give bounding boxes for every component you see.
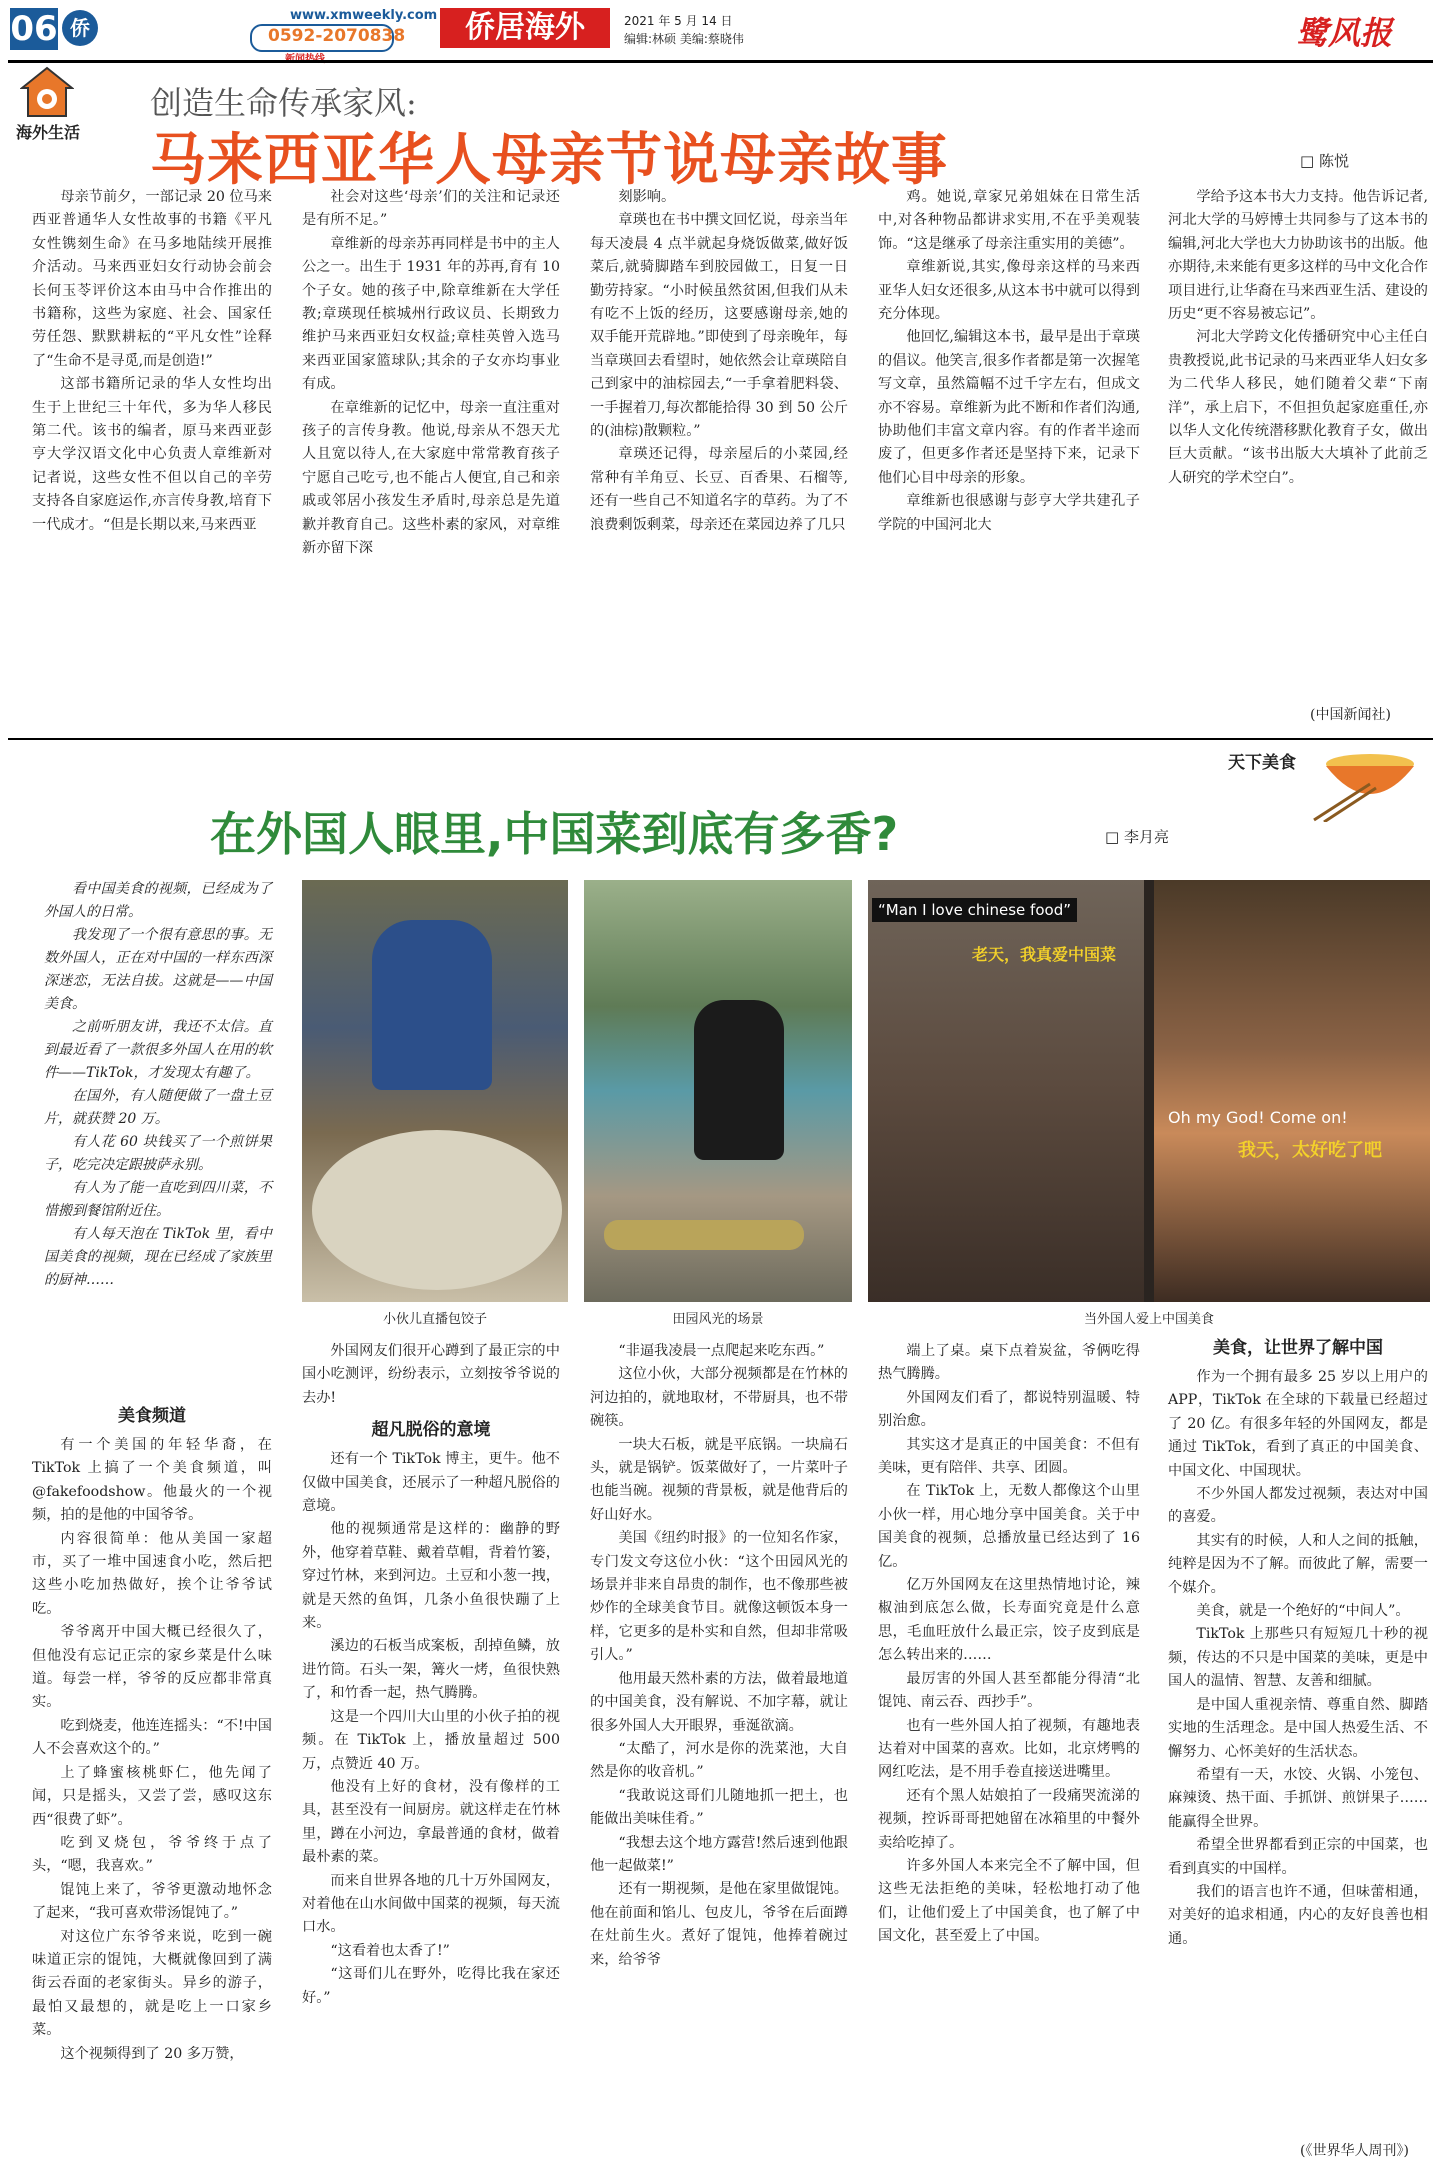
article1-kicker: 创造生命传承家风: xyxy=(150,84,417,122)
article1-column-4: 鸡。她说,章家兄弟姐妹在日常生活中,对各种物品都讲求实用,不在乎美观装饰。“这是继承了母亲注重实用的美德”。 章维新说,其实,像母亲这样的马来西亚华人妇女还很多,从这本书中就可以得到充分体现。 他回忆,编辑这本书，最早是出于章瑛的倡议。他笑言,很多作者都是第一次握笔写文章，虽然篇幅不过千字左右，但成文亦不容易。章维新为此不断和作者们沟通,协助他们丰富文章内容。有的作者半途而废了，但更多作者还是坚持下来，记录下他们心目中母亲的形象。 章维新也很感谢与彭亨大学共建孔子学院的中国河北大 xyxy=(878,189,1140,533)
article1-title: 马来西亚华人母亲节说母亲故事 xyxy=(150,127,948,193)
issue-date: 2021 年 5 月 14 日 xyxy=(624,14,733,28)
photo-dumpling-tray xyxy=(312,1130,562,1290)
photo-riverside xyxy=(584,880,852,1302)
article2-intro: 看中国美食的视频，已经成为了外国人的日常。 我发现了一个很有意思的事。无数外国人，正在对中国的一样东西深深迷恋，无法自拔。这就是——中国美食。 之前听朋友讲，我还不太信。直到最近看了一款很多外国人在用的软件——TikTok，才发现太有趣了。 在国外，有人随便做了一盘土豆片，就获赞 20 万。 有人花 60 块钱买了一个煎饼果子，吃完决定跟披萨永别。 有人为了能一直吃到四川菜，不惜搬到餐馆附近住。 有人每天泡在 TikTok 里，看中国美食的视频，现在已经成了家族里的厨神…… xyxy=(44,881,272,1288)
photo-dumplings xyxy=(302,880,568,1302)
hotline-number: 0592-2070838 xyxy=(268,26,406,46)
article2-title: 在外国人眼里,中国菜到底有多香? xyxy=(210,807,899,861)
section-tag-world-food: 天下美食 xyxy=(1228,753,1296,773)
photo-caption-1: 小伙儿直播包饺子 xyxy=(382,1312,487,1327)
article1-column-1: 母亲节前夕，一部记录 20 位马来西亚普通华人女性故事的书籍《平凡女性镌刻生命》在马多地陆续开展推介活动。马来西亚妇女行动协会前会长何玉苓评价这本由马中合作推出的书籍称，这些为家庭、社会、国家任劳任怨、默默耕耘的“平凡女性”诠释了“生命不是寻觅,而是创造!” 这部书籍所记录的华人女性均出生于上世纪三十年代，多为华人移民第二代。该书的编者，原马来西亚彭亨大学汉语文化中心负责人章维新对记者说，这些女性不但以自己的辛劳支持各自家庭运作,亦言传身教,培育下一代成才。“但是长期以来,马来西亚 xyxy=(32,189,272,533)
editors: 编辑:林硕 美编:蔡晓伟 xyxy=(624,32,744,46)
section-tag-overseas-life: 海外生活 xyxy=(16,123,81,142)
overlay-quote-en: “Man I love chinese food” xyxy=(872,898,1077,922)
article1-byline: □ 陈悦 xyxy=(1300,152,1349,170)
article1-source: (中国新闻社) xyxy=(1310,707,1391,723)
website[interactable]: www.xmweekly.com xyxy=(290,8,438,23)
article2-column-1: 美食频道 有一个美国的年轻华裔，在 TikTok 上搞了一个美食频道，叫 @fakefoodshow。他最火的一个视频，拍的是他的中国爷爷。 内容很简单：他从美国一家超市，买了一堆中国速食小吃，然后把这些小吃加热做好，挨个让爷爷试吃。 爷爷离开中国大概已经很久了，但他没有忘记正宗的家乡菜是什么味道。每尝一样，爷爷的反应都非常真实。 吃到烧麦，他连连摇头：“不!中国人不会喜欢这个的。” 上了蜂蜜核桃虾仁，他先闻了闻，只是摇头，又尝了尝，感叹这东西“很费了虾”。 吃到叉烧包，爷爷终于点了头，“嗯，我喜欢。” 馄饨上来了，爷爷更激动地怀念了起来，“我可喜欢带汤馄饨了。” 对这位广东爷爷来说，吃到一碗味道正宗的馄饨，大概就像回到了满街云吞面的老家街头。异乡的游子，最怕又最想的，就是吃上一口家乡菜。 这个视频得到了 20 多万赞， xyxy=(32,1406,272,2062)
article2-column-2: 外国网友们很开心蹲到了最正宗的中国小吃测评，纷纷表示，立刻按爷爷说的去办! 超凡脱俗的意境 还有一个 TikTok 博主，更牛。他不仅做中国美食，还展示了一种超凡脱俗的意境。 他的视频通常是这样的：幽静的野外，他穿着草鞋、戴着草帽，背着竹篓，穿过竹林，来到河边。土豆和小葱一拽，就是天然的鱼饵，几条小鱼很快蹦了上来。 溪边的石板当成案板，刮掉鱼鳞，放进竹筒。石头一架，篝火一烤，鱼很快熟了，和竹香一起，热气腾腾。 这是一个四川大山里的小伙子拍的视频。在 TikTok 上，播放量超过 500 万，点赞近 40 万。 他没有上好的食材，没有像样的工具，甚至没有一间厨房。就这样走在竹林里，蹲在小河边，拿最普通的食材，做着最朴素的菜。 而来自世界各地的几十万外国网友，对着他在山水间做中国菜的视频，每天流口水。 “这看着也太香了!” “这哥们儿在野外，吃得比我在家还好。” xyxy=(302,1343,560,2006)
heading-food-channel: 美食频道 xyxy=(118,1406,186,1426)
paper-name-logo: 鹭风报 xyxy=(1296,14,1393,52)
overlay-exclaim-zh: 我天，太好吃了吧 xyxy=(1238,1140,1382,1161)
page-number: 06 xyxy=(10,9,58,49)
qiao-badge: 侨 xyxy=(62,10,98,46)
photo-foreigners-eating xyxy=(868,880,1430,1302)
overlay-exclaim-en: Oh my God! Come on! xyxy=(1168,1108,1348,1127)
article1-column-3: 刻影响。 章瑛也在书中撰文回忆说，母亲当年每天凌晨 4 点半就起身烧饭做菜,做好饭菜后,就骑脚踏车到胶园做工，日复一日勤劳持家。“小时候虽然贫困,但我们从未有吃不上饭的经历，这要感谢母亲,她的双手能开荒辟地。”即使到了母亲晚年，每当章瑛回去看望时，她依然会让章瑛陪自己到家中的油棕园去,“一手拿着肥料袋、一手握着刀,每次都能拾得 30 到 50 公斤的(油棕)散颗粒。” 章瑛还记得，母亲屋后的小菜园,经常种有羊角豆、长豆、百香果、石榴等,还有一些自己不知道名字的草药。为了不浪费剩饭剩菜，母亲还在菜园边养了几只 xyxy=(590,189,848,533)
photo-caption-2: 田园风光的场景 xyxy=(672,1312,764,1327)
article2-source: (《世界华人周刊》) xyxy=(1300,2143,1409,2159)
article2-byline: □ 李月亮 xyxy=(1105,828,1169,846)
heading-transcendent-mood: 超凡脱俗的意境 xyxy=(371,1420,491,1441)
photo-panel-right xyxy=(1154,880,1430,1302)
article-divider xyxy=(8,738,1433,740)
article2-column-5: 美食，让世界了解中国 作为一个拥有最多 25 岁以上用户的 APP，TikTok 在全球的下载量已经超过了 20 亿。有很多年轻的外国网友，都是通过 TikTok，看到了真正的中国美食、中国文化、中国现状。 不少外国人都发过视频，表达对中国的喜爱。 其实有的时候，人和人之间的抵触，纯粹是因为不了解。而彼此了解，需要一个媒介。 美食，就是一个绝好的“中间人”。 TikTok 上那些只有短短几十秒的视频，传达的不只是中国菜的美味，更是中国人的温情、智慧、友善和细腻。 是中国人重视亲情、尊重自然、脚踏实地的生活理念。是中国人热爱生活、不懈努力、心怀美好的生活状态。 希望有一天，水饺、火锅、小笼包、麻辣烫、热干面、手抓饼、煎饼果子……能赢得全世界。 希望全世界都看到正宗的中国菜，也看到真实的中国样。 我们的语言也许不通，但味蕾相通，对美好的追求相通，内心的友好良善也相通。 xyxy=(1168,1338,1428,1947)
section-banner: 侨居海外 xyxy=(440,8,610,48)
article2-column-4: 端上了桌。桌下点着炭盆，爷俩吃得热气腾腾。 外国网友们看了，都说特别温暖、特别治愈。 其实这才是真正的中国美食：不但有美味，更有陪伴、共享、团圆。 在 TikTok 上，无数人都像这个山里小伙一样，用心地分享中国美食。关于中国美食的视频，总播放量已经达到了 16 亿。 亿万外国网友在这里热情地讨论，辣椒油到底怎么做，长寿面究竟是什么意思，毛血旺放什么最正宗，饺子皮到底是怎么转出来的…… 最厉害的外国人甚至都能分得清“北馄饨、南云吞、西抄手”。 也有一些外国人拍了视频，有趣地表达着对中国菜的喜欢。比如，北京烤鸭的网红吃法，是不用手卷直接送进嘴里。 还有个黑人姑娘拍了一段痛哭流涕的视频，控诉哥哥把她留在冰箱里的中餐外卖给吃掉了。 许多外国人本来完全不了解中国，但这些无法拒绝的美味，轻松地打动了他们，让他们爱上了中国美食，也了解了中国文化，甚至爱上了中国。 xyxy=(878,1343,1140,1945)
photo-bamboo xyxy=(604,1220,804,1250)
article1-column-2: 社会对这些‘母亲’们的关注和记录还是有所不足。” 章维新的母亲苏再同样是书中的主人公之一。出生于 1931 年的苏再,育有 10 个子女。她的孩子中,除章维新在大学任教;章瑛现任槟城州行政议员、长期致力维护马来西亚妇女权益;章桂英曾入选马来西亚国家篮球队;其余的子女亦均事业有成。 在章维新的记忆中，母亲一直注重对孩子的言传身教。他说,母亲从不怨天尤人且宽以待人,在大家庭中常常教育孩子宁愿自己吃亏,也不能占人便宜,自己和亲戚或邻居小孩发生矛盾时,母亲总是先道歉并教育自己。这些朴素的家风，对章维新亦留下深 xyxy=(302,189,560,557)
food-bowl-icon xyxy=(1310,742,1420,822)
overlay-quote-zh: 老天，我真爱中国菜 xyxy=(972,945,1117,964)
photo-figure xyxy=(694,1000,784,1160)
house-icon xyxy=(20,66,74,118)
heading-food-world-china: 美食，让世界了解中国 xyxy=(1213,1338,1383,1358)
masthead-rule xyxy=(8,60,1433,63)
article2-column-3: “非逼我凌晨一点爬起来吃东西。” 这位小伙，大部分视频都是在竹林的河边拍的，就地取材，不带厨具，也不带碗筷。 一块大石板，就是平底锅。一块扁石头，就是锅铲。饭菜做好了，一片菜叶子也能当碗。视频的背景板，就是他背后的好山好水。 美国《纽约时报》的一位知名作家，专门发文夸这位小伙：“这个田园风光的场景并非来自昂贵的制作，也不像那些被炒作的全球美食节目。就像这顿饭本身一样，它更多的是朴实和自然，但却非常吸引人。” 他用最天然朴素的方法，做着最地道的中国美食，没有解说、不加字幕，就让很多外国人大开眼界，垂涎欲滴。 “太酷了，河水是你的洗菜池，大自然是你的收音机。” “我敢说这哥们儿随地抓一把土，也能做出美味佳肴。” “我想去这个地方露营!然后速到他跟他一起做菜!” 还有一期视频，是他在家里做馄饨。他在前面和馅儿、包皮儿，爷爷在后面蹲在灶前生火。煮好了馄饨，他捧着碗过来，给爷爷 xyxy=(590,1343,848,1968)
article1-column-5: 学给予这本书大力支持。他告诉记者,河北大学的马婷博士共同参与了这本书的编辑,河北大学也大力协助该书的出版。他亦期待,未来能有更多这样的马中文化合作项目进行,让华裔在马来西亚生活、建设的历史“更不容易被忘记”。 河北大学跨文化传播研究中心主任白贵教授说,此书记录的马来西亚华人妇女多为二代华人移民，她们随着父辈“下南洋”，承上启下，不但担负起家庭重任,亦以华人文化传统潜移默化教育子女，做出巨大贡献。“该书出版大大填补了此前乏人研究的学术空白”。 xyxy=(1168,189,1428,486)
photo-figure xyxy=(372,920,492,1090)
photo-caption-3: 当外国人爱上中国美食 xyxy=(1083,1312,1214,1327)
